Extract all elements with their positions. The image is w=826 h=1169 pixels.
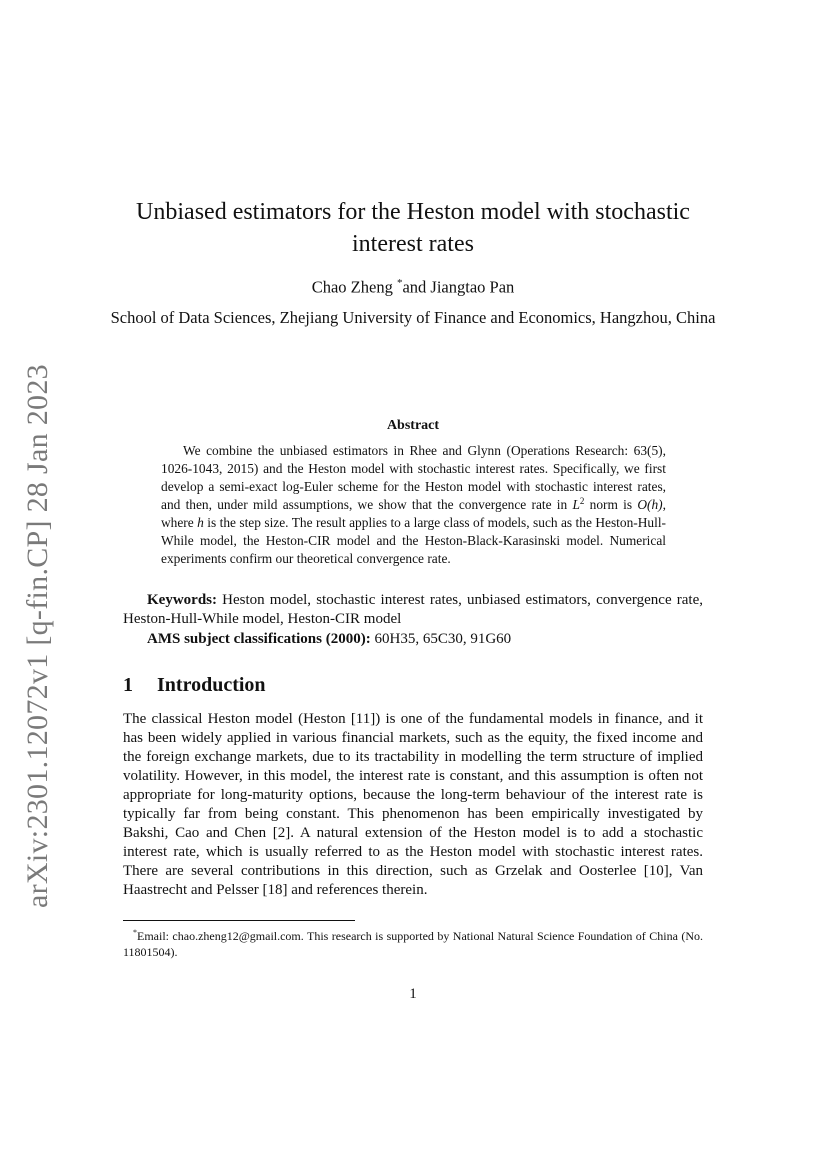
- intro-paragraph: The classical Heston model (Heston [11]) is one of the fundamental models in finance, and it has been widely applied in various financial markets, such as the equity, the fixed income and the foreign exchange markets, due to its tractability in modelling the term structure of implied volatility. However, in this model, the interest rate is constant, and this assumption is often not appropriate for long-maturity options, because the long-term behaviour of the interest rate is typically far from being constant. This phenomenon has been empirically investigated by Bakshi, Cao and Chen [2]. A natural extension of the Heston model is to add a stochastic interest rate, which is usually referred to as the Heston model with stochastic interest rates. There are several contributions in this direction, such as Grzelak and Oosterlee [10], Van Haastrecht and Pelsser [18] and references therein.: [123, 711, 703, 898]
- footnote-text: Email: chao.zheng12@gmail.com. This research is supported by National Natural Science Foundation of China (No. 11801504).: [123, 929, 703, 959]
- paper-title: Unbiased estimators for the Heston model with stochastic interest rates: [136, 199, 690, 257]
- author-list: [100, 272, 726, 299]
- author-first: Chao Zheng: [311, 277, 397, 297]
- keywords-label: Keywords:: [147, 592, 217, 608]
- abstract-order-symbol: O(h): [637, 497, 663, 512]
- keywords: [123, 591, 703, 629]
- footnote-mark: *: [133, 928, 137, 937]
- section-title: Introduction: [157, 674, 266, 696]
- author-footnote-mark: *: [396, 277, 403, 289]
- section-heading: [123, 672, 266, 698]
- page-number: 1: [409, 986, 417, 1002]
- abstract-h-symbol: h: [197, 515, 204, 530]
- ams-text: 60H35, 65C30, 91G60: [370, 631, 512, 647]
- ams-classifications: [147, 630, 707, 649]
- ams-label: AMS subject classifications (2000):: [147, 631, 371, 647]
- abstract-l2-exponent: 2: [579, 496, 585, 506]
- arxiv-identifier-stamp: arXiv:2301.12072v1 [q-fin.CP] 28 Jan 2023: [21, 364, 54, 908]
- footnote-divider: [123, 920, 355, 921]
- abstract-text-2: norm is: [584, 497, 638, 512]
- abstract-l2-symbol: L: [572, 497, 580, 512]
- affiliation: School of Data Sciences, Zhejiang University of Finance and Economics, Hangzhou, China: [110, 308, 716, 327]
- abstract-body: [161, 442, 666, 568]
- abstract-text-3: , where: [161, 497, 666, 530]
- section-number: 1: [123, 674, 133, 696]
- abstract-text-1: We combine the unbiased estimators in Rhee and Glynn (Operations Research: 63(5), 1026-1043, 2015) and the Heston model with stochastic interest rates. Specifically, we first develop a semi-exact log-Euler scheme for the Heston model with stochastic interest rates, and then, under mild assumptions, we show that the convergence rate in: [161, 443, 666, 512]
- author-rest: and Jiangtao Pan: [402, 277, 515, 297]
- abstract-text-4: is the step size. The result applies to a large class of models, such as the Heston-Hull-While model, the Heston-CIR model and the Heston-Black-Karasinski model. Numerical experiments confirm our theoretical convergence rate.: [161, 515, 666, 566]
- keywords-text: Heston model, stochastic interest rates, unbiased estimators, convergence rate, Heston-Hull-While model, Heston-CIR model: [123, 592, 703, 627]
- abstract-heading: Abstract: [386, 418, 440, 433]
- footnote: [123, 925, 703, 960]
